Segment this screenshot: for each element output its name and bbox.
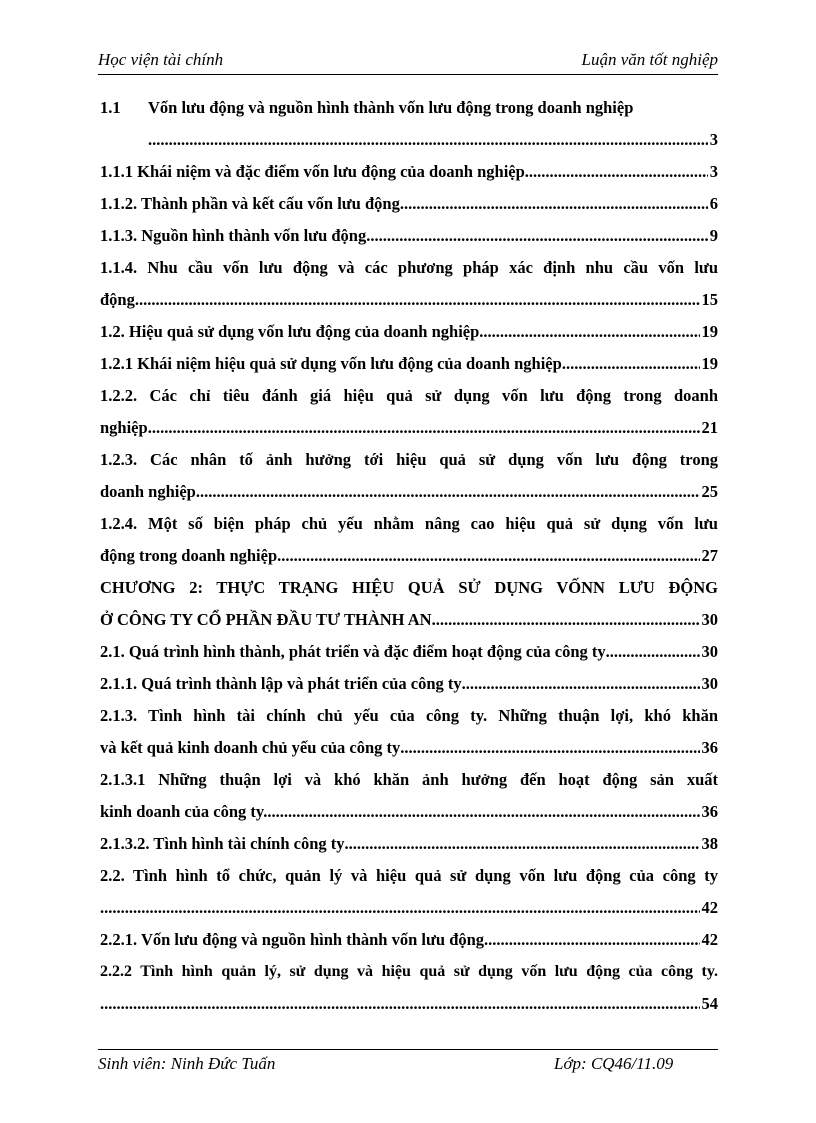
toc-section-number: 1.1 bbox=[100, 98, 121, 117]
toc-page-number: 30 bbox=[701, 642, 718, 661]
toc-entry-title: CHƯƠNG 2: THỰC TRẠNG HIỆU QUẢ SỬ DỤNG VỐNN LƯU ĐỘNG bbox=[100, 578, 718, 597]
toc-entry[interactable] bbox=[100, 382, 718, 414]
toc-entry[interactable] bbox=[100, 638, 718, 670]
toc-entry-continuation bbox=[100, 798, 718, 830]
toc-page-number: 15 bbox=[701, 290, 718, 309]
toc-entry-title: 2.1.3.2. Tình hình tài chính công ty bbox=[100, 834, 345, 853]
toc-page-number: 6 bbox=[709, 194, 718, 213]
toc-page-number: 36 bbox=[701, 738, 718, 757]
toc-entry[interactable] bbox=[100, 318, 718, 350]
toc-page-number: 42 bbox=[701, 898, 718, 917]
toc-entry[interactable] bbox=[100, 446, 718, 478]
toc-entry[interactable] bbox=[100, 254, 718, 286]
toc-entry-title: 2.1.1. Quá trình thành lập và phát triển của công ty bbox=[100, 674, 462, 693]
toc-entry[interactable] bbox=[100, 830, 718, 862]
toc-entry-title-cont: Ở CÔNG TY CỔ PHẦN ĐẦU TƯ THÀNH AN bbox=[100, 610, 432, 629]
toc-entry-title: 2.1.3.1 Những thuận lợi và khó khăn ảnh hưởng đến hoạt động sản xuất bbox=[100, 770, 718, 789]
toc-page-number: 30 bbox=[701, 610, 718, 629]
footer-class: Lớp: CQ46/11.09 bbox=[554, 1054, 674, 1073]
toc-entry-title-cont: nghiệp bbox=[100, 418, 148, 437]
page-header bbox=[98, 46, 718, 75]
toc-entry-title: 1.1.3. Nguồn hình thành vốn lưu động bbox=[100, 226, 367, 245]
toc-entry[interactable] bbox=[100, 670, 718, 702]
toc-entry-continuation bbox=[100, 542, 718, 574]
header-doc-type: Luận văn tốt nghiệp bbox=[581, 50, 718, 69]
toc-entry-title: Vốn lưu động và nguồn hình thành vốn lưu động trong doanh nghiệp bbox=[148, 98, 634, 117]
toc-entry-continuation bbox=[100, 414, 718, 446]
toc-page-number: 21 bbox=[701, 418, 718, 437]
toc-entry[interactable] bbox=[100, 222, 718, 254]
toc-entry-title-cont: động bbox=[100, 290, 135, 309]
page-footer bbox=[98, 1049, 718, 1073]
toc-entry[interactable] bbox=[100, 862, 718, 894]
toc-page-number: 9 bbox=[709, 226, 718, 245]
toc-page-number: 30 bbox=[701, 674, 718, 693]
toc-entry-continuation bbox=[100, 734, 718, 766]
toc-entry-title: 2.1. Quá trình hình thành, phát triển và đặc điểm hoạt động của công ty bbox=[100, 642, 606, 661]
toc-entry[interactable] bbox=[100, 94, 718, 126]
toc-entry-continuation bbox=[100, 606, 718, 638]
toc-entry-title: 1.2.3. Các nhân tố ảnh hưởng tới hiệu quả sử dụng vốn lưu động trong bbox=[100, 450, 718, 469]
toc-entry-continuation bbox=[100, 478, 718, 510]
toc-page-number: 42 bbox=[701, 930, 718, 949]
toc-entry-title-cont: doanh nghiệp bbox=[100, 482, 196, 501]
toc-entry-title: 2.1.3. Tình hình tài chính chủ yếu của công ty. Những thuận lợi, khó khăn bbox=[100, 706, 718, 725]
toc-page-number: 25 bbox=[701, 482, 718, 501]
toc-entry-title: 1.2.2. Các chỉ tiêu đánh giá hiệu quả sử dụng vốn lưu động trong doanh bbox=[100, 386, 718, 405]
toc-page-number: 3 bbox=[709, 130, 718, 149]
toc-page-number: 19 bbox=[701, 354, 718, 373]
toc-chapter-entry[interactable] bbox=[100, 574, 718, 606]
toc-entry-continuation bbox=[100, 990, 718, 1022]
toc-page-number: 54 bbox=[701, 994, 718, 1013]
toc-page-number: 19 bbox=[701, 322, 718, 341]
toc-entry[interactable] bbox=[100, 766, 718, 798]
toc-entry-title: 1.1.4. Nhu cầu vốn lưu động và các phương pháp xác định nhu cầu vốn lưu bbox=[100, 258, 718, 277]
toc-page-number: 3 bbox=[709, 162, 718, 181]
header-institution: Học viện tài chính bbox=[98, 50, 224, 69]
toc-entry[interactable] bbox=[100, 510, 718, 542]
toc-entry-title: 1.1.2. Thành phần và kết cấu vốn lưu động bbox=[100, 194, 400, 213]
toc-entry-continuation bbox=[100, 894, 718, 926]
toc-entry-title: 1.1.1 Khái niệm và đặc điểm vốn lưu động của doanh nghiệp bbox=[100, 162, 525, 181]
toc-entry[interactable] bbox=[100, 190, 718, 222]
toc-entry-continuation bbox=[100, 286, 718, 318]
toc-entry-title-cont: động trong doanh nghiệp. bbox=[100, 546, 282, 565]
toc-page-number: 36 bbox=[701, 802, 718, 821]
toc-entry-continuation bbox=[100, 126, 718, 158]
toc-entry-title: 1.2. Hiệu quả sử dụng vốn lưu động của doanh nghiệp bbox=[100, 322, 480, 341]
toc-entry-title: 2.2.2 Tình hình quản lý, sử dụng và hiệu quả sử dụng vốn lưu động của công ty. bbox=[100, 963, 718, 980]
toc-entry-title: 2.2.1. Vốn lưu động và nguồn hình thành vốn lưu động bbox=[100, 930, 485, 949]
footer-student: Sinh viên: Ninh Đức Tuấn bbox=[98, 1054, 276, 1073]
toc-entry[interactable] bbox=[100, 158, 718, 190]
toc-page-number: 27 bbox=[701, 546, 718, 565]
toc-entry-title-cont: kinh doanh của công ty. bbox=[100, 802, 268, 821]
toc-entry[interactable] bbox=[100, 958, 718, 990]
toc-entry[interactable] bbox=[100, 926, 718, 958]
toc-page-number: 38 bbox=[701, 834, 718, 853]
table-of-contents bbox=[100, 94, 718, 1022]
toc-entry-title: 1.2.1 Khái niệm hiệu quả sử dụng vốn lưu động của doanh nghiệp bbox=[100, 354, 562, 373]
toc-entry-title: 2.2. Tình hình tổ chức, quản lý và hiệu quả sử dụng vốn lưu động của công ty bbox=[100, 866, 718, 885]
toc-entry[interactable] bbox=[100, 350, 718, 382]
toc-entry[interactable] bbox=[100, 702, 718, 734]
toc-entry-title: 1.2.4. Một số biện pháp chủ yếu nhằm nâng cao hiệu quả sử dụng vốn lưu bbox=[100, 514, 718, 533]
toc-entry-title-cont: và kết quả kinh doanh chủ yếu của công ty bbox=[100, 738, 401, 757]
